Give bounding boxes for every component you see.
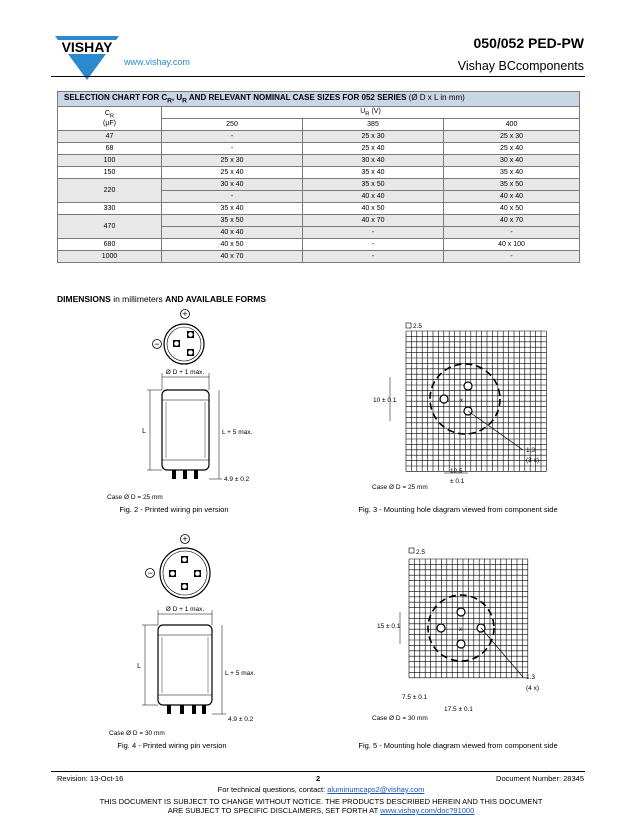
- voltage-400: 400: [444, 119, 580, 131]
- fig4-l-label: L: [137, 663, 141, 670]
- table-row: 330 35 x 40 40 x 50 40 x 50: [58, 203, 580, 215]
- fig5-case-label: Case Ø D = 30 mm: [372, 715, 428, 722]
- document-subtitle: Vishay BCcomponents: [457, 59, 584, 73]
- svg-text:x: x: [460, 398, 463, 404]
- fig3-hdim-tol: ± 0.1: [450, 478, 465, 485]
- header-rule: [51, 76, 585, 77]
- table-caption: SELECTION CHART FOR $C_R$, $U_R$ AND RELEVANT NOMINAL CASE SIZES FOR 052 SERIES (Ø D x L in mm): [58, 92, 580, 107]
- minus-sign: −: [154, 339, 160, 349]
- disclaimer-line-1: THIS DOCUMENT IS SUBJECT TO CHANGE WITHOUT NOTICE. THE PRODUCTS DESCRIBED HEREIN AND THIS DOCUMENT: [99, 797, 543, 806]
- voltage-250: 250: [162, 119, 303, 131]
- table-row: 470 35 x 50 40 x 70 40 x 70: [58, 215, 580, 227]
- ur-header: $U_R$ (V): [162, 107, 580, 119]
- fig3-hdim-label: 12.5: [450, 468, 463, 475]
- fig4-case-label: Case Ø D = 30 mm: [109, 730, 165, 737]
- fig2-caption: Fig. 2 - Printed wiring pin version: [119, 505, 229, 514]
- cr-header: $C_R$ (µF): [58, 107, 162, 131]
- table-row: 150 25 x 40 35 x 40 35 x 40: [58, 167, 580, 179]
- table-row: 1000 40 x 70 - -: [58, 251, 580, 263]
- plus-sign: +: [182, 534, 188, 544]
- fig3-mounting-diagram: [340, 315, 585, 530]
- technical-questions: For technical questions, contact: aluminumcaps2@vishay.com: [217, 785, 425, 794]
- fig2-l-label: L: [142, 428, 146, 435]
- page-number: 2: [316, 774, 321, 783]
- fig2-pin-label: 4.9 ± 0.2: [224, 476, 250, 483]
- fig4-capacitor-drawing: [100, 530, 280, 755]
- fig5-hdim1-label: 7.5 ± 0.1: [402, 694, 428, 701]
- svg-text:x: x: [459, 627, 462, 633]
- disclaimer-line-2: ARE SUBJECT TO SPECIFIC DISCLAIMERS, SET FORTH AT www.vishay.com/doc?91000: [167, 806, 475, 815]
- table-row: 680 40 x 50 - 40 x 100: [58, 239, 580, 251]
- table-row: 40 x 40 - -: [58, 227, 580, 239]
- table-row: 68 - 25 x 40 25 x 40: [58, 143, 580, 155]
- fig5-caption: Fig. 5 - Mounting hole diagram viewed from component side: [358, 741, 558, 750]
- fig5-mounting-diagram: [340, 545, 585, 755]
- fig3-caption: Fig. 3 - Mounting hole diagram viewed from component side: [358, 505, 558, 514]
- fig3-hole-label: 1.3: [526, 447, 536, 454]
- selection-chart-table: [57, 91, 580, 263]
- fig4-dia-label: Ø D + 1 max.: [165, 606, 205, 613]
- fig5-grid-label: 2.5: [416, 549, 426, 556]
- logo-wordmark: VISHAY: [61, 39, 113, 55]
- minus-sign: −: [147, 568, 153, 578]
- fig5-hole-label: 1.3: [526, 674, 536, 681]
- plus-sign: +: [182, 309, 188, 319]
- table-row: - 40 x 40 40 x 40: [58, 191, 580, 203]
- fig3-case-label: Case Ø D = 25 mm: [372, 484, 428, 491]
- revision-text: Revision: 13-Oct-16: [57, 774, 124, 783]
- table-row: 220 30 x 40 35 x 50 35 x 50: [58, 179, 580, 191]
- footer-rule: [51, 771, 585, 772]
- fig4-caption: Fig. 4 - Printed wiring pin version: [117, 741, 227, 750]
- fig4-lmax-label: L + 5 max.: [225, 670, 256, 677]
- table-row: 100 25 x 30 30 x 40 30 x 40: [58, 155, 580, 167]
- fig4-pin-label: 4.9 ± 0.2: [228, 716, 254, 723]
- fig5-vdim-label: 15 ± 0.1: [377, 623, 401, 630]
- fig5-hole-count: (4 x): [526, 685, 539, 692]
- vishay-logo: [51, 36, 123, 80]
- voltage-385: 385: [303, 119, 444, 131]
- contact-email-link[interactable]: aluminumcaps2@vishay.com: [327, 785, 425, 794]
- fig3-grid-label: 2.5: [413, 323, 423, 330]
- fig3-hole-count: (3 x): [526, 457, 539, 464]
- fig3-vdim-label: 10 ± 0.1: [373, 397, 397, 404]
- disclaimer-link[interactable]: www.vishay.com/doc?91000: [380, 806, 475, 815]
- fig2-capacitor-drawing: [100, 305, 280, 530]
- company-url[interactable]: www.vishay.com: [124, 57, 190, 67]
- document-number: Document Number: 28345: [496, 774, 584, 783]
- fig2-dia-label: Ø D + 1 max.: [165, 369, 205, 376]
- fig5-hdim2-label: 17.5 ± 0.1: [444, 706, 473, 713]
- dimensions-section-title: DIMENSIONS in millimeters AND AVAILABLE FORMS: [57, 294, 267, 304]
- fig2-lmax-label: L + 5 max.: [222, 429, 253, 436]
- table-row: 47 - 25 x 30 25 x 30: [58, 131, 580, 143]
- fig2-case-label: Case Ø D = 25 mm: [107, 494, 163, 501]
- document-title: 050/052 PED-PW: [473, 35, 584, 51]
